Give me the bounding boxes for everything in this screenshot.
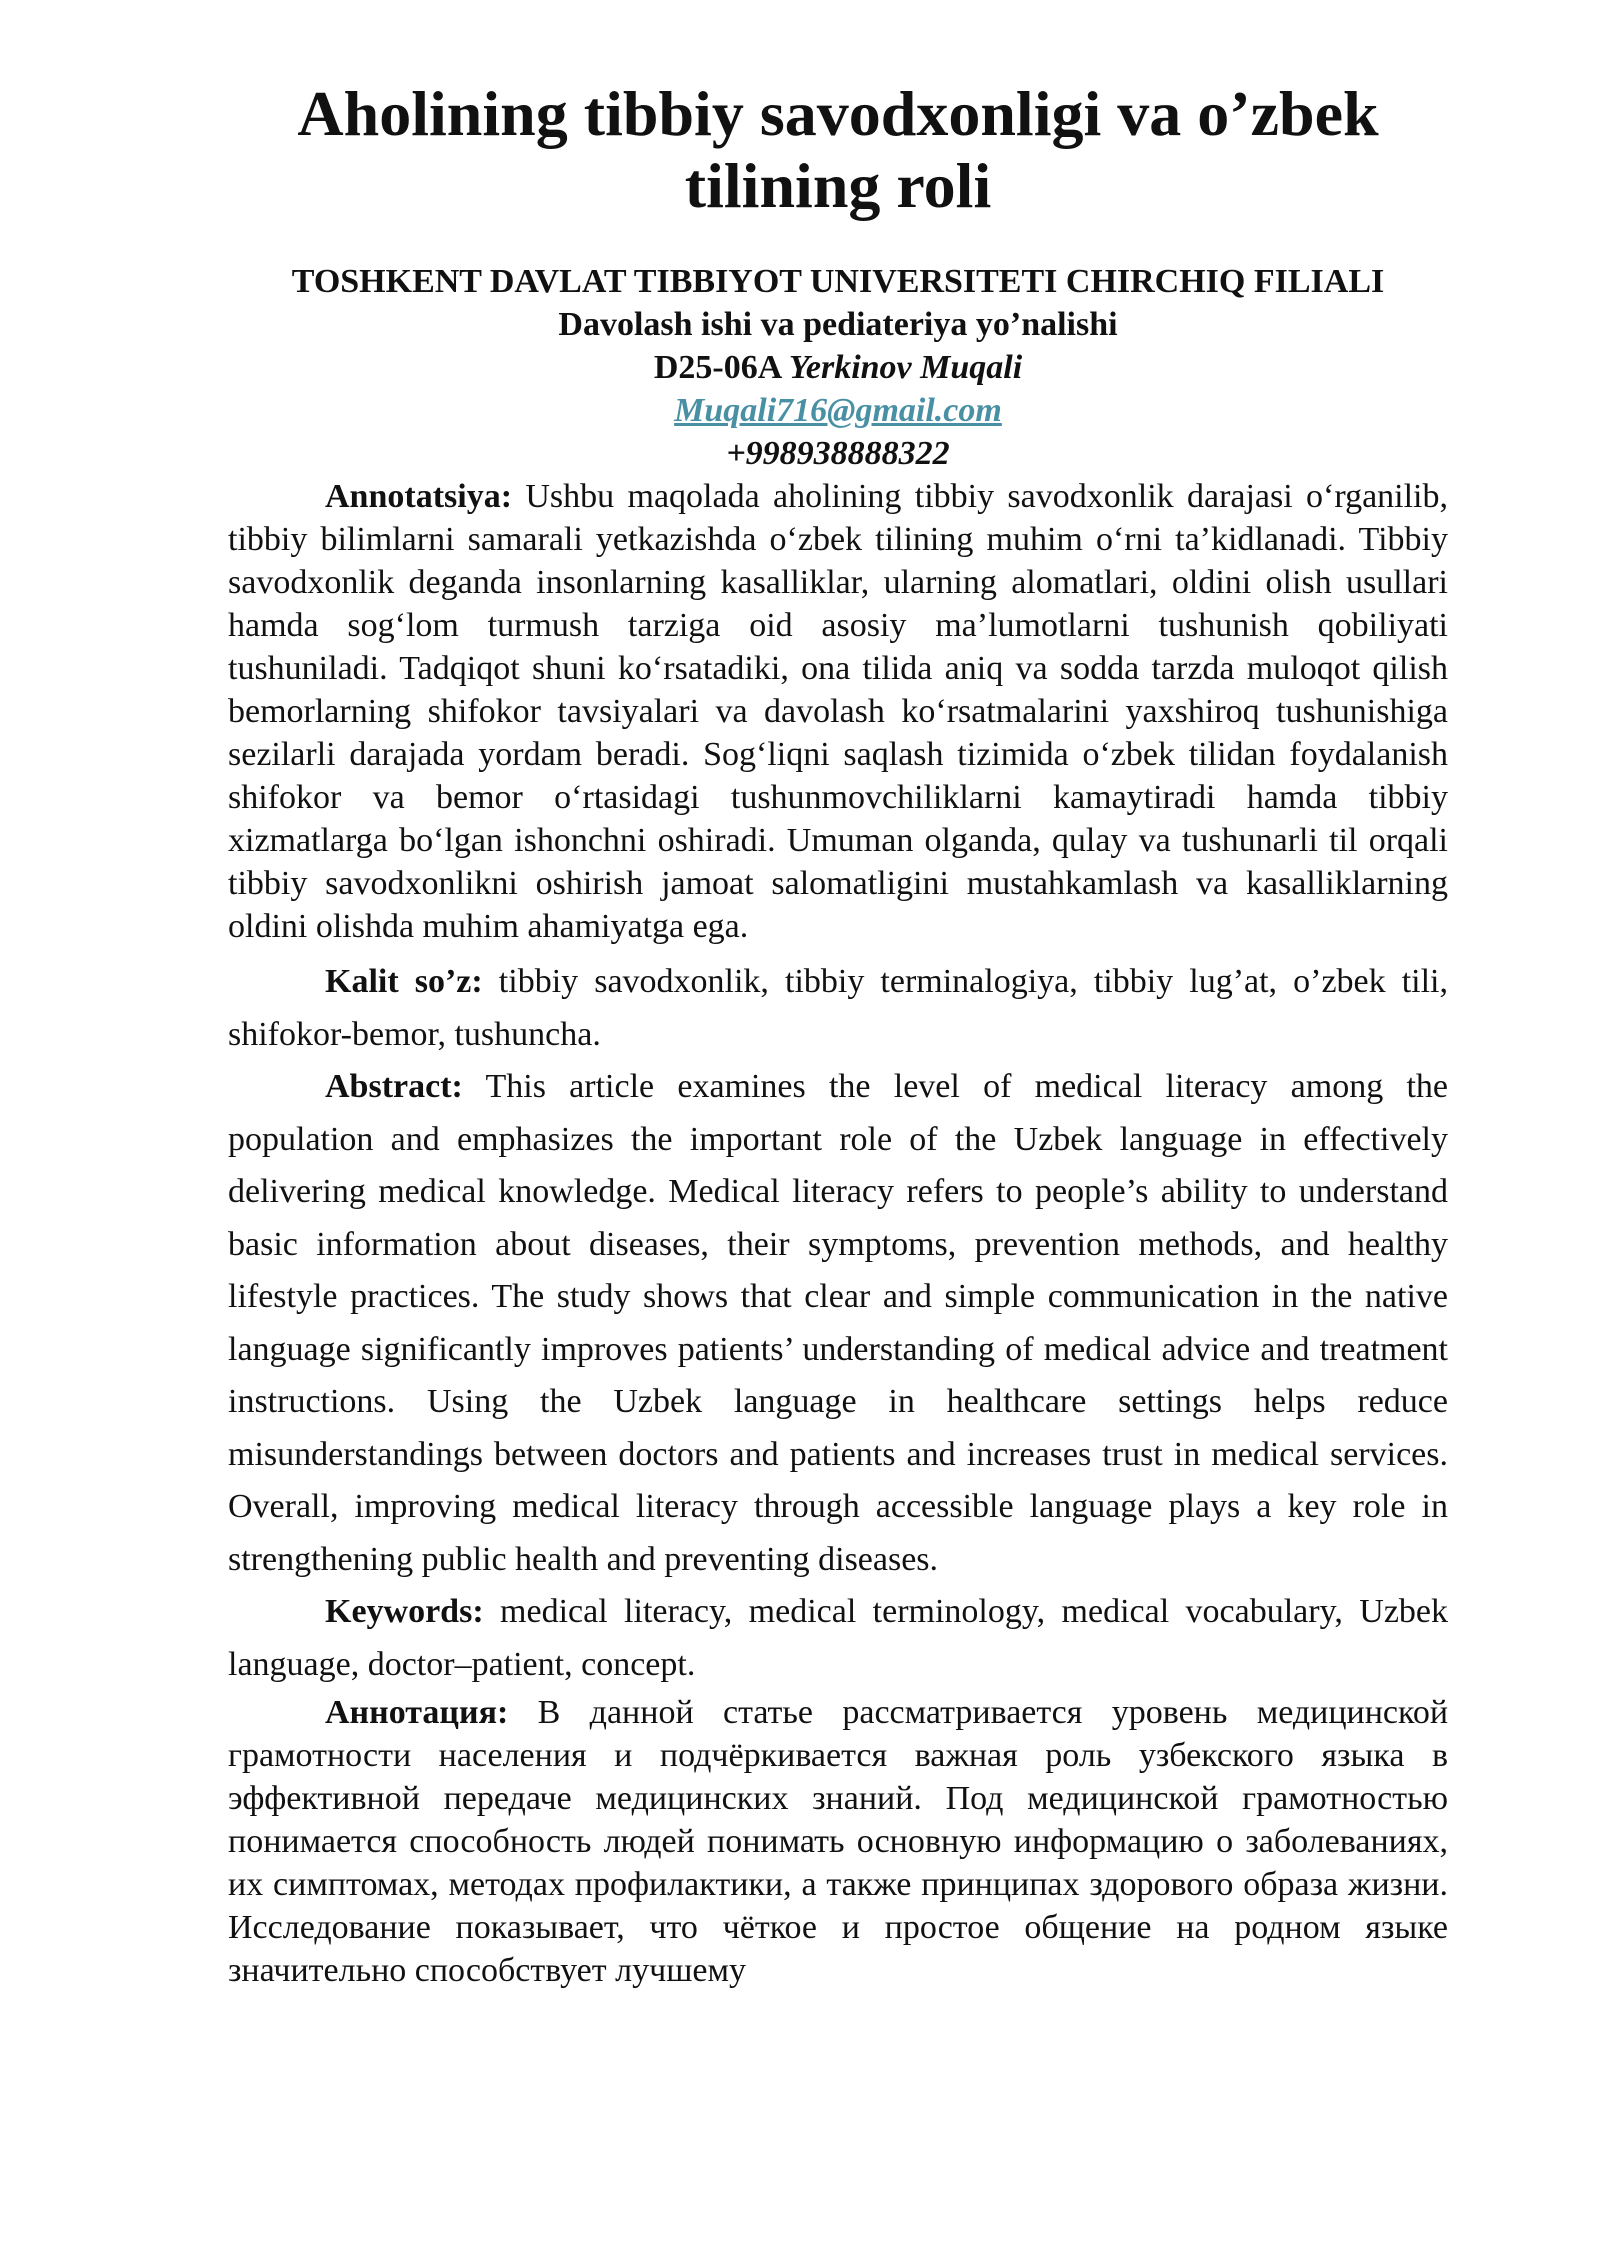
article-body xyxy=(228,78,1448,1992)
annotatsiya-ru-text: В данной статье рассматривается уровень медицинской грамотности населения и подчёркивается важная роль узбекского языка в эффективной передаче медицинских знаний. Под медицинской грамотностью понимается способность людей понимать основную информацию о заболеваниях, их симптомах, методах профилактики, а также принципах здорового образа жизни. Исследование показывает, что чёткое и простое общение на родном языке значительно способствует лучшему xyxy=(228,1694,1449,1989)
email-line xyxy=(228,389,1448,432)
group-code: D25-06A xyxy=(653,349,781,386)
annotatsiya-label: Annotatsiya: xyxy=(325,478,513,515)
abstract-text: This article examines the level of medical literacy among the population and emphasizes the important role of the Uzbek language in effectively delivering medical knowledge. Medical literacy refers to people’s ability to understand basic information about diseases, their symptoms, prevention methods, and healthy lifestyle practices. The study shows that clear and simple communication in the native language significantly improves patients’ understanding of medical advice and treatment instructions. Using the Uzbek language in healthcare settings helps reduce misunderstandings between doctors and patients and increases trust in medical services. Overall, improving medical literacy through accessible language plays a key role in strengthening public health and preventing diseases. xyxy=(228,1068,1448,1578)
title-line-2: tilining roli xyxy=(684,150,992,221)
abstract-label: Abstract: xyxy=(325,1068,463,1105)
annotatsiya-ru-label: Аннотация: xyxy=(325,1694,509,1731)
abstract-paragraph xyxy=(228,1061,1448,1586)
keywords-label: Keywords: xyxy=(325,1593,484,1630)
author-name: Yerkinov Muqali xyxy=(788,349,1023,386)
department-name: Davolash ishi va pediateriya yo’nalishi xyxy=(558,306,1118,343)
annotatsiya-paragraph xyxy=(228,475,1448,948)
author-block xyxy=(228,260,1448,475)
phone-number: +998938888322 xyxy=(726,435,950,472)
annotatsiya-ru-paragraph xyxy=(228,1691,1448,1992)
email-link[interactable]: Muqali716@gmail.com xyxy=(674,392,1002,429)
author-line xyxy=(228,346,1448,389)
keywords-text: medical literacy, medical terminology, medical vocabulary, Uzbek language, doctor–patient, concept. xyxy=(228,1593,1448,1683)
institution-name: TOSHKENT DAVLAT TIBBIYOT UNIVERSITETI CHIRCHIQ FILIALI xyxy=(291,263,1385,300)
kalit-text: tibbiy savodxonlik, tibbiy terminalogiya, tibbiy lug’at, o’zbek tili, shifokor-bemor, tushuncha. xyxy=(228,963,1448,1053)
keywords-paragraph xyxy=(228,1586,1448,1691)
kalit-paragraph xyxy=(228,956,1448,1061)
article-title xyxy=(228,78,1448,222)
title-line-1: Aholining tibbiy savodxonligi va o’zbek xyxy=(297,78,1379,149)
kalit-label: Kalit so’z: xyxy=(325,963,483,1000)
annotatsiya-text: Ushbu maqolada aholining tibbiy savodxonlik darajasi o‘rganilib, tibbiy bilimlarni samarali yetkazishda o‘zbek tilining muhim o‘rni ta’kidlanadi. Tibbiy savodxonlik deganda insonlarning kasalliklar, ularning alomatlari, oldini olish usullari hamda sog‘lom turmush tarziga oid asosiy ma’lumotlarni tushunish qobiliyati tushuniladi. Tadqiqot shuni ko‘rsatadiki, ona tilida aniq va sodda tarzda muloqot qilish bemorlarning shifokor tavsiyalari va davolash ko‘rsatmalarini yaxshiroq tushunishiga sezilarli darajada yordam beradi. Sog‘liqni saqlash tizimida o‘zbek tilidan foydalanish shifokor va bemor o‘rtasidagi tushunmovchiliklarni kamaytiradi hamda tibbiy xizmatlarga bo‘lgan ishonchni oshiradi. Umuman olganda, qulay va tushunarli til orqali tibbiy savodxonlikni oshirish jamoat salomatligini mustahkamlash va kasalliklarning oldini olishda muhim ahamiyatga ega. xyxy=(228,478,1448,945)
